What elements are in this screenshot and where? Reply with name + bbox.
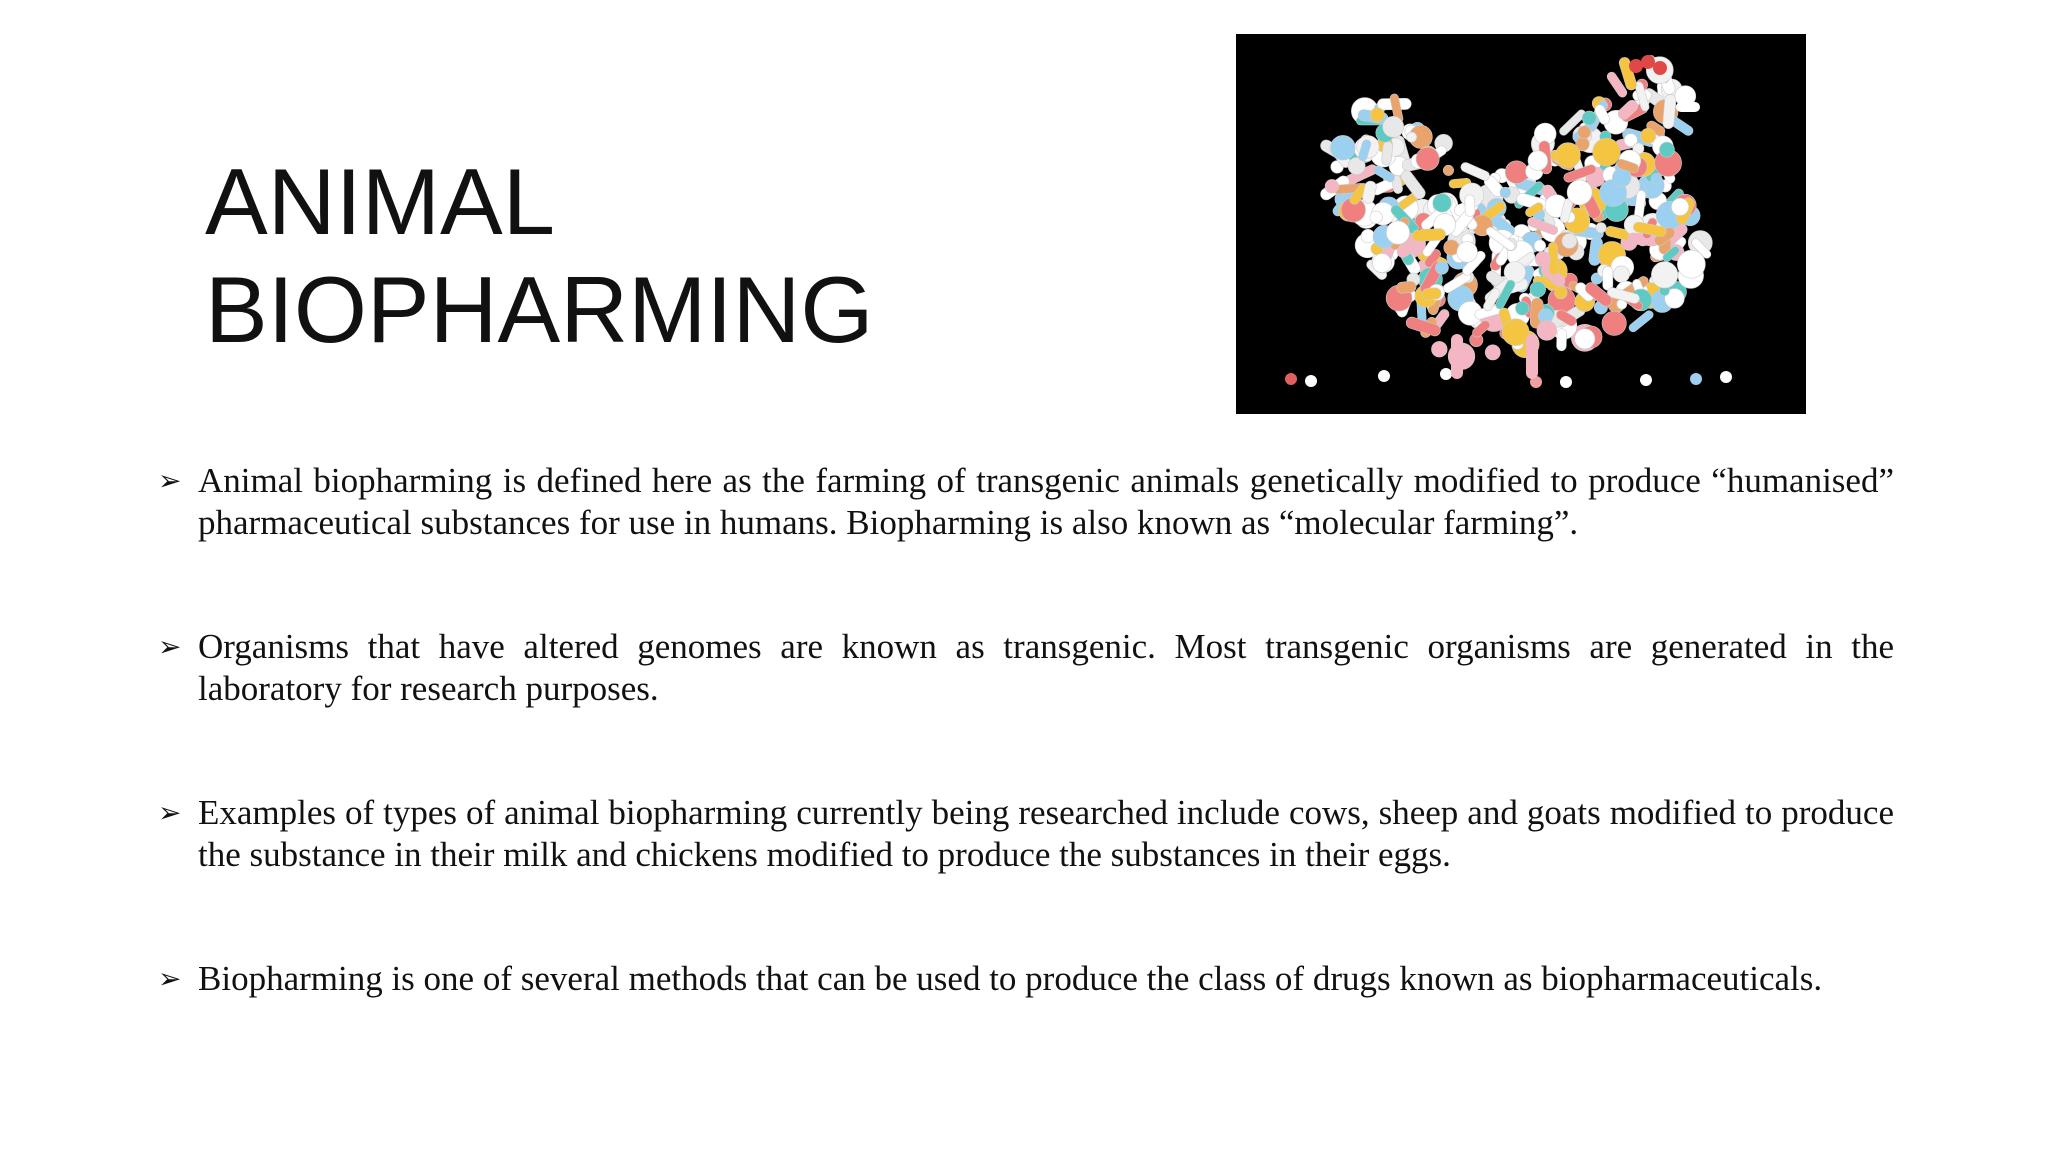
pill — [1396, 281, 1417, 294]
pill-cluster — [1318, 54, 1712, 370]
pill — [1596, 223, 1606, 233]
pill — [1627, 309, 1654, 333]
pill — [1575, 329, 1595, 349]
list-item — [158, 792, 1894, 876]
pill — [1526, 334, 1538, 379]
pill — [1602, 311, 1626, 335]
pill — [1412, 228, 1446, 241]
bullet-text: Organisms that have altered genomes are known as transgenic. Most transgenic organisms are generated in the laboratory for research purposes. — [198, 627, 1894, 708]
pill — [1416, 147, 1439, 170]
pill — [1370, 108, 1384, 122]
pill — [1530, 281, 1546, 297]
pill — [1535, 252, 1550, 267]
pill — [1431, 341, 1447, 357]
pill — [1651, 262, 1678, 289]
list-item — [158, 958, 1894, 1000]
pill — [1407, 132, 1417, 142]
pill — [1613, 266, 1629, 282]
pill — [1640, 374, 1652, 386]
pill — [1560, 376, 1572, 388]
pill — [1305, 375, 1317, 387]
pill — [1677, 250, 1705, 278]
pill — [1629, 59, 1643, 73]
list-item — [158, 460, 1894, 544]
list-item — [158, 626, 1894, 710]
pill — [1562, 233, 1577, 248]
pill — [1443, 165, 1453, 175]
pill — [1640, 128, 1655, 143]
chicken-made-of-pills-image — [1236, 34, 1806, 414]
arrow-bullet-icon: ➢ — [158, 464, 182, 497]
pill — [1451, 334, 1463, 379]
pill — [1537, 321, 1557, 341]
pill — [1515, 301, 1529, 315]
pill — [1676, 102, 1700, 112]
pill — [1378, 370, 1390, 382]
pill — [1720, 371, 1732, 383]
pill — [1485, 345, 1500, 360]
arrow-bullet-icon: ➢ — [158, 962, 182, 995]
pill — [1325, 179, 1339, 193]
pill — [1505, 161, 1528, 184]
pill — [1386, 221, 1409, 244]
pill — [1556, 328, 1566, 351]
pill — [1440, 368, 1452, 380]
bullet-text: Biopharming is one of several methods that can be used to produce the class of drugs known as biopharmaceuticals. — [198, 959, 1823, 998]
pill — [1603, 266, 1613, 290]
pill — [1422, 287, 1442, 300]
title-line-2: BIOPHARMING — [205, 257, 874, 362]
pill — [1435, 261, 1448, 274]
pill — [1659, 142, 1674, 157]
pill — [1504, 261, 1525, 282]
pill — [1372, 253, 1391, 272]
pill — [1582, 111, 1596, 125]
pill — [1567, 180, 1592, 205]
pill — [1383, 116, 1404, 137]
pill — [1465, 195, 1475, 217]
bullet-text: Animal biopharming is defined here as the farming of transgenic animals genetically modified to produce “humanised” pharmaceutical substances for use in humans. Biopharming is also known as “molecular farming”. — [198, 461, 1894, 542]
hen-pills-illustration — [1236, 34, 1806, 414]
pill — [1653, 61, 1667, 75]
pill — [1556, 143, 1581, 168]
arrow-bullet-icon: ➢ — [158, 796, 182, 829]
bullet-text: Examples of types of animal biopharming currently being researched include cows, sheep and goats modified to produce the substance in their milk and chickens modified to produce the substances in their eggs. — [198, 793, 1894, 874]
title-line-1: ANIMAL — [205, 149, 555, 254]
pill — [1641, 55, 1655, 69]
pill — [1554, 286, 1567, 299]
pill — [1690, 373, 1702, 385]
pill — [1457, 242, 1478, 263]
pill — [1528, 151, 1548, 171]
pill — [1671, 198, 1688, 215]
bullet-list — [158, 460, 1894, 1000]
pill — [1593, 138, 1621, 166]
pill — [1651, 173, 1662, 184]
pill — [1502, 319, 1529, 346]
pill — [1285, 373, 1297, 385]
pill — [1500, 187, 1511, 198]
pill — [1578, 126, 1591, 139]
pill — [1370, 211, 1382, 223]
arrow-bullet-icon: ➢ — [158, 630, 182, 663]
pill — [1331, 135, 1356, 160]
pill — [1534, 240, 1546, 252]
slide-title — [205, 148, 1005, 364]
pill — [1433, 194, 1451, 212]
